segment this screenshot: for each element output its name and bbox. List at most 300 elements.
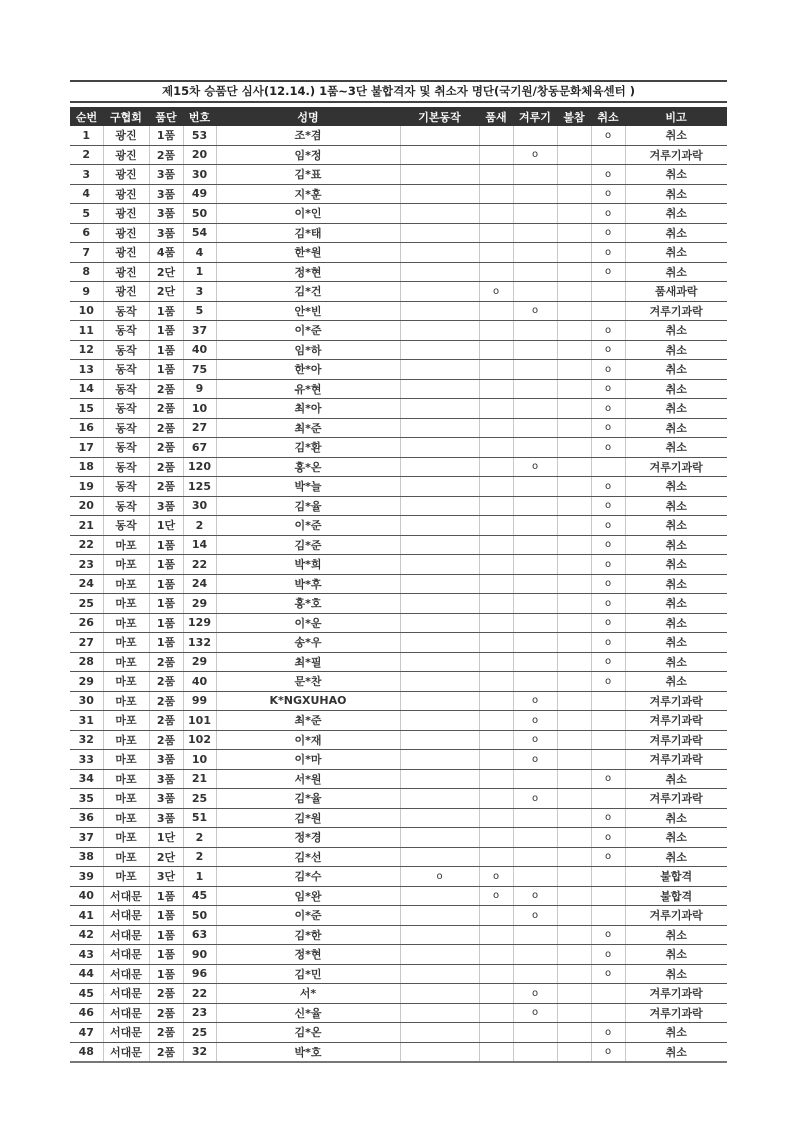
table-row — [70, 496, 727, 516]
cell-name: 정*경 — [216, 828, 400, 848]
table-row — [70, 769, 727, 789]
table-row — [70, 321, 727, 341]
cell-number: 30 — [183, 165, 216, 185]
cell-absent — [557, 828, 591, 848]
cell-poomsae — [479, 769, 513, 789]
cell-name: 김*수 — [216, 867, 400, 887]
cell-absent — [557, 1003, 591, 1023]
cell-cancel: o — [591, 223, 625, 243]
cell-name: 정*현 — [216, 262, 400, 282]
cell-association: 마포 — [103, 769, 149, 789]
cell-rank: 1품 — [149, 126, 183, 145]
cell-number: 53 — [183, 126, 216, 145]
cell-basic-motion — [400, 847, 479, 867]
cell-absent — [557, 126, 591, 145]
cell-number: 120 — [183, 457, 216, 477]
cell-cancel: o — [591, 535, 625, 555]
cell-kyorugi: o — [513, 301, 557, 321]
cell-association: 동작 — [103, 438, 149, 458]
cell-name: 안*빈 — [216, 301, 400, 321]
cell-cancel: o — [591, 243, 625, 263]
cell-note: 취소 — [625, 223, 727, 243]
cell-absent — [557, 847, 591, 867]
cell-note: 취소 — [625, 184, 727, 204]
cell-kyorugi — [513, 1023, 557, 1043]
table-row — [70, 925, 727, 945]
cell-seq: 15 — [70, 399, 103, 419]
table-row — [70, 165, 727, 185]
cell-cancel — [591, 867, 625, 887]
cell-association: 마포 — [103, 808, 149, 828]
cell-name: 박*늘 — [216, 477, 400, 497]
cell-basic-motion: o — [400, 867, 479, 887]
cell-number: 9 — [183, 379, 216, 399]
cell-note: 취소 — [625, 379, 727, 399]
header-basic-motion: 기본동작 — [400, 107, 479, 126]
cell-absent — [557, 301, 591, 321]
cell-number: 101 — [183, 711, 216, 731]
cell-name: 홍*호 — [216, 594, 400, 614]
cell-rank: 3품 — [149, 496, 183, 516]
table-row — [70, 672, 727, 692]
table-row — [70, 126, 727, 145]
cell-absent — [557, 672, 591, 692]
cell-note: 취소 — [625, 243, 727, 263]
cell-absent — [557, 691, 591, 711]
cell-name: 김*율 — [216, 789, 400, 809]
cell-name: 이*준 — [216, 906, 400, 926]
cell-name: 문*찬 — [216, 672, 400, 692]
cell-association: 동작 — [103, 399, 149, 419]
cell-basic-motion — [400, 633, 479, 653]
cell-kyorugi — [513, 477, 557, 497]
cell-poomsae — [479, 672, 513, 692]
table-row — [70, 418, 727, 438]
cell-cancel: o — [591, 516, 625, 536]
cell-basic-motion — [400, 886, 479, 906]
cell-basic-motion — [400, 243, 479, 263]
cell-association: 광진 — [103, 145, 149, 165]
cell-poomsae — [479, 1023, 513, 1043]
cell-number: 32 — [183, 1042, 216, 1062]
cell-number: 29 — [183, 652, 216, 672]
cell-number: 22 — [183, 555, 216, 575]
cell-kyorugi — [513, 769, 557, 789]
table-row — [70, 828, 727, 848]
cell-basic-motion — [400, 145, 479, 165]
cell-basic-motion — [400, 769, 479, 789]
table-row — [70, 1003, 727, 1023]
cell-basic-motion — [400, 808, 479, 828]
cell-seq: 8 — [70, 262, 103, 282]
cell-basic-motion — [400, 984, 479, 1004]
cell-note: 취소 — [625, 516, 727, 536]
cell-seq: 28 — [70, 652, 103, 672]
cell-kyorugi — [513, 535, 557, 555]
cell-kyorugi — [513, 828, 557, 848]
cell-number: 22 — [183, 984, 216, 1004]
cell-number: 5 — [183, 301, 216, 321]
table-row — [70, 750, 727, 770]
cell-absent — [557, 399, 591, 419]
cell-poomsae — [479, 555, 513, 575]
cell-name: 김*표 — [216, 165, 400, 185]
cell-association: 동작 — [103, 301, 149, 321]
cell-cancel: o — [591, 204, 625, 224]
table-row — [70, 282, 727, 302]
cell-absent — [557, 360, 591, 380]
cell-kyorugi — [513, 282, 557, 302]
cell-absent — [557, 262, 591, 282]
cell-basic-motion — [400, 126, 479, 145]
title-rule — [70, 101, 727, 103]
cell-rank: 1품 — [149, 574, 183, 594]
cell-absent — [557, 769, 591, 789]
cell-name: 김*선 — [216, 847, 400, 867]
cell-number: 23 — [183, 1003, 216, 1023]
cell-absent — [557, 906, 591, 926]
cell-name: 지*훈 — [216, 184, 400, 204]
cell-note: 취소 — [625, 555, 727, 575]
table-row — [70, 808, 727, 828]
cell-number: 10 — [183, 750, 216, 770]
cell-note: 겨루기과락 — [625, 984, 727, 1004]
table-row — [70, 223, 727, 243]
cell-number: 51 — [183, 808, 216, 828]
cell-basic-motion — [400, 613, 479, 633]
cell-rank: 2품 — [149, 984, 183, 1004]
table-row — [70, 574, 727, 594]
cell-seq: 33 — [70, 750, 103, 770]
cell-rank: 1품 — [149, 964, 183, 984]
cell-poomsae — [479, 633, 513, 653]
cell-association: 서대문 — [103, 964, 149, 984]
header-seq: 순번 — [70, 107, 103, 126]
cell-association: 광진 — [103, 126, 149, 145]
header-association: 구협회 — [103, 107, 149, 126]
table-row — [70, 340, 727, 360]
cell-poomsae — [479, 223, 513, 243]
cell-number: 132 — [183, 633, 216, 653]
cell-note: 취소 — [625, 964, 727, 984]
cell-kyorugi: o — [513, 984, 557, 1004]
cell-number: 27 — [183, 418, 216, 438]
cell-poomsae — [479, 808, 513, 828]
cell-poomsae — [479, 789, 513, 809]
cell-kyorugi: o — [513, 711, 557, 731]
table-row — [70, 262, 727, 282]
cell-poomsae — [479, 984, 513, 1004]
cell-poomsae — [479, 438, 513, 458]
cell-absent — [557, 594, 591, 614]
cell-cancel: o — [591, 945, 625, 965]
cell-rank: 1품 — [149, 925, 183, 945]
cell-seq: 18 — [70, 457, 103, 477]
table-row — [70, 145, 727, 165]
cell-seq: 40 — [70, 886, 103, 906]
results-table — [70, 107, 727, 1063]
header-poomsae: 품새 — [479, 107, 513, 126]
cell-association: 서대문 — [103, 925, 149, 945]
cell-cancel: o — [591, 418, 625, 438]
cell-cancel: o — [591, 184, 625, 204]
cell-number: 50 — [183, 204, 216, 224]
cell-number: 3 — [183, 282, 216, 302]
cell-kyorugi — [513, 1042, 557, 1062]
cell-absent — [557, 496, 591, 516]
document-title: 제15차 승품단 심사(12.14.) 1품~3단 불합격자 및 취소자 명단(국기원/창동문화체육센터 ) — [162, 84, 635, 98]
cell-note: 겨루기과락 — [625, 1003, 727, 1023]
cell-association: 서대문 — [103, 906, 149, 926]
cell-rank: 1품 — [149, 886, 183, 906]
table-row — [70, 1023, 727, 1043]
cell-absent — [557, 574, 591, 594]
table-row — [70, 379, 727, 399]
cell-rank: 2단 — [149, 282, 183, 302]
cell-seq: 6 — [70, 223, 103, 243]
table-row — [70, 360, 727, 380]
cell-basic-motion — [400, 594, 479, 614]
cell-basic-motion — [400, 1042, 479, 1062]
cell-absent — [557, 945, 591, 965]
cell-basic-motion — [400, 496, 479, 516]
cell-basic-motion — [400, 223, 479, 243]
cell-name: 이*준 — [216, 516, 400, 536]
cell-association: 마포 — [103, 867, 149, 887]
table-row — [70, 867, 727, 887]
cell-note: 겨루기과락 — [625, 145, 727, 165]
cell-seq: 9 — [70, 282, 103, 302]
cell-absent — [557, 867, 591, 887]
cell-basic-motion — [400, 906, 479, 926]
cell-seq: 3 — [70, 165, 103, 185]
cell-seq: 43 — [70, 945, 103, 965]
cell-absent — [557, 204, 591, 224]
cell-seq: 13 — [70, 360, 103, 380]
cell-name: 김*율 — [216, 496, 400, 516]
cell-rank: 2품 — [149, 438, 183, 458]
cell-basic-motion — [400, 750, 479, 770]
cell-rank: 1단 — [149, 516, 183, 536]
cell-rank: 1품 — [149, 906, 183, 926]
cell-kyorugi: o — [513, 886, 557, 906]
cell-kyorugi — [513, 321, 557, 341]
cell-poomsae — [479, 243, 513, 263]
cell-number: 30 — [183, 496, 216, 516]
table-row — [70, 691, 727, 711]
cell-cancel — [591, 886, 625, 906]
cell-note: 취소 — [625, 321, 727, 341]
cell-note: 불합격 — [625, 867, 727, 887]
cell-absent — [557, 633, 591, 653]
cell-rank: 2품 — [149, 652, 183, 672]
cell-basic-motion — [400, 340, 479, 360]
cell-poomsae — [479, 1003, 513, 1023]
cell-basic-motion — [400, 301, 479, 321]
cell-association: 마포 — [103, 672, 149, 692]
cell-basic-motion — [400, 711, 479, 731]
cell-seq: 41 — [70, 906, 103, 926]
cell-cancel: o — [591, 574, 625, 594]
cell-poomsae — [479, 613, 513, 633]
table-row — [70, 477, 727, 497]
cell-seq: 10 — [70, 301, 103, 321]
cell-note: 겨루기과락 — [625, 691, 727, 711]
cell-poomsae — [479, 496, 513, 516]
cell-number: 37 — [183, 321, 216, 341]
cell-seq: 29 — [70, 672, 103, 692]
cell-association: 서대문 — [103, 1042, 149, 1062]
table-row — [70, 633, 727, 653]
header-absent: 불참 — [557, 107, 591, 126]
cell-note: 취소 — [625, 262, 727, 282]
cell-seq: 21 — [70, 516, 103, 536]
cell-rank: 2품 — [149, 1003, 183, 1023]
cell-association: 동작 — [103, 477, 149, 497]
cell-rank: 3품 — [149, 223, 183, 243]
cell-absent — [557, 379, 591, 399]
cell-basic-motion — [400, 321, 479, 341]
cell-rank: 3단 — [149, 867, 183, 887]
cell-note: 겨루기과락 — [625, 711, 727, 731]
cell-poomsae — [479, 945, 513, 965]
top-rule — [70, 80, 727, 82]
cell-association: 동작 — [103, 321, 149, 341]
cell-absent — [557, 789, 591, 809]
cell-basic-motion — [400, 945, 479, 965]
cell-seq: 1 — [70, 126, 103, 145]
cell-note: 취소 — [625, 477, 727, 497]
cell-cancel: o — [591, 555, 625, 575]
cell-cancel — [591, 730, 625, 750]
cell-kyorugi: o — [513, 691, 557, 711]
cell-absent — [557, 165, 591, 185]
cell-rank: 3품 — [149, 204, 183, 224]
table-row — [70, 301, 727, 321]
cell-association: 동작 — [103, 360, 149, 380]
cell-name: 임*정 — [216, 145, 400, 165]
cell-name: 이*재 — [216, 730, 400, 750]
cell-number: 40 — [183, 340, 216, 360]
cell-association: 광진 — [103, 243, 149, 263]
cell-poomsae — [479, 594, 513, 614]
cell-note: 취소 — [625, 672, 727, 692]
cell-kyorugi — [513, 847, 557, 867]
cell-seq: 20 — [70, 496, 103, 516]
cell-number: 21 — [183, 769, 216, 789]
table-row — [70, 555, 727, 575]
cell-absent — [557, 808, 591, 828]
cell-name: 박*후 — [216, 574, 400, 594]
cell-basic-motion — [400, 828, 479, 848]
cell-cancel: o — [591, 321, 625, 341]
cell-rank: 1품 — [149, 633, 183, 653]
cell-cancel — [591, 691, 625, 711]
cell-note: 겨루기과락 — [625, 750, 727, 770]
cell-cancel: o — [591, 477, 625, 497]
cell-kyorugi — [513, 594, 557, 614]
cell-note: 취소 — [625, 574, 727, 594]
cell-name: 최*준 — [216, 711, 400, 731]
cell-association: 마포 — [103, 613, 149, 633]
cell-name: 서* — [216, 984, 400, 1004]
cell-number: 40 — [183, 672, 216, 692]
cell-basic-motion — [400, 457, 479, 477]
cell-note: 취소 — [625, 652, 727, 672]
cell-kyorugi: o — [513, 1003, 557, 1023]
cell-name: 이*준 — [216, 321, 400, 341]
cell-poomsae — [479, 204, 513, 224]
cell-name: 홍*온 — [216, 457, 400, 477]
cell-rank: 2품 — [149, 730, 183, 750]
cell-number: 50 — [183, 906, 216, 926]
cell-absent — [557, 925, 591, 945]
cell-poomsae — [479, 964, 513, 984]
cell-kyorugi — [513, 808, 557, 828]
cell-cancel: o — [591, 399, 625, 419]
cell-number: 102 — [183, 730, 216, 750]
cell-number: 90 — [183, 945, 216, 965]
cell-seq: 35 — [70, 789, 103, 809]
cell-basic-motion — [400, 379, 479, 399]
cell-rank: 1품 — [149, 594, 183, 614]
cell-number: 20 — [183, 145, 216, 165]
table-row — [70, 652, 727, 672]
cell-name: 조*겸 — [216, 126, 400, 145]
cell-cancel: o — [591, 594, 625, 614]
cell-seq: 23 — [70, 555, 103, 575]
cell-name: 박*희 — [216, 555, 400, 575]
cell-cancel — [591, 750, 625, 770]
cell-rank: 4품 — [149, 243, 183, 263]
cell-note: 취소 — [625, 360, 727, 380]
cell-name: 임*완 — [216, 886, 400, 906]
cell-name: 김*환 — [216, 438, 400, 458]
cell-cancel: o — [591, 438, 625, 458]
cell-rank: 3품 — [149, 808, 183, 828]
table-row — [70, 184, 727, 204]
cell-cancel: o — [591, 613, 625, 633]
cell-poomsae — [479, 847, 513, 867]
cell-basic-motion — [400, 1003, 479, 1023]
cell-cancel — [591, 711, 625, 731]
table-header-row — [70, 107, 727, 126]
cell-note: 취소 — [625, 594, 727, 614]
cell-poomsae — [479, 828, 513, 848]
cell-name: 이*마 — [216, 750, 400, 770]
cell-seq: 38 — [70, 847, 103, 867]
cell-rank: 1단 — [149, 828, 183, 848]
cell-name: 이*운 — [216, 613, 400, 633]
cell-kyorugi: o — [513, 145, 557, 165]
cell-poomsae — [479, 301, 513, 321]
cell-rank: 1품 — [149, 945, 183, 965]
cell-poomsae — [479, 535, 513, 555]
cell-cancel — [591, 789, 625, 809]
cell-note: 취소 — [625, 496, 727, 516]
cell-cancel: o — [591, 1042, 625, 1062]
cell-rank: 1품 — [149, 613, 183, 633]
cell-kyorugi — [513, 418, 557, 438]
cell-seq: 2 — [70, 145, 103, 165]
cell-kyorugi — [513, 379, 557, 399]
cell-kyorugi: o — [513, 730, 557, 750]
cell-rank: 2품 — [149, 1023, 183, 1043]
table-row — [70, 730, 727, 750]
cell-rank: 2품 — [149, 399, 183, 419]
cell-seq: 5 — [70, 204, 103, 224]
cell-poomsae — [479, 145, 513, 165]
